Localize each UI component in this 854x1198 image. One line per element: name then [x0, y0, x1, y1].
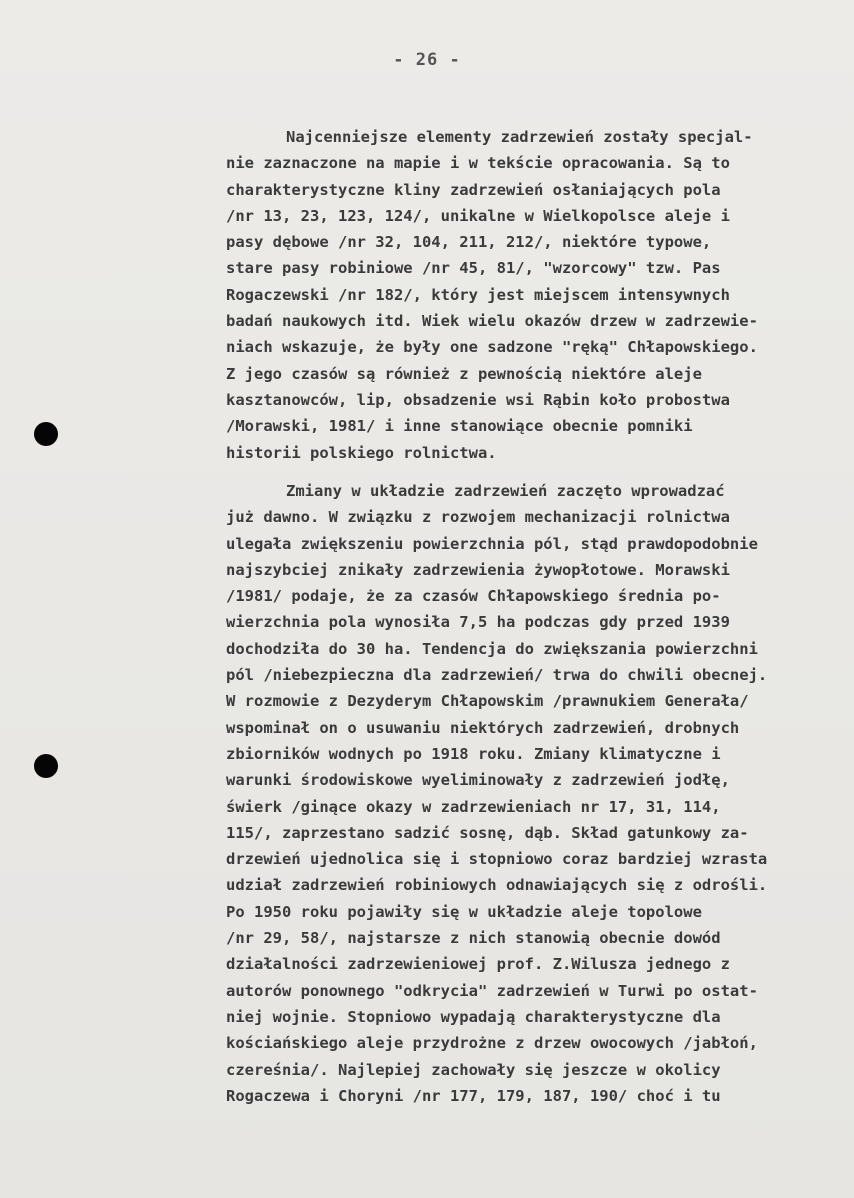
text-line: ulegała zwiększeniu powierzchnia pól, stąd prawdopodobnie — [226, 534, 758, 553]
punch-hole — [34, 422, 58, 446]
text-line: charakterystyczne kliny zadrzewień osłaniających pola — [226, 180, 721, 199]
text-line: Rogaczewa i Choryni /nr 177, 179, 187, 190/ choć i tu — [226, 1086, 721, 1105]
text-line: stare pasy robiniowe /nr 45, 81/, "wzorcowy" tzw. Pas — [226, 259, 721, 278]
text-line: już dawno. W związku z rozwojem mechanizacji rolnictwa — [226, 508, 730, 527]
text-line: badań naukowych itd. Wiek wielu okazów drzew w zadrzewie- — [226, 312, 758, 331]
text-line: drzewień ujednolica się i stopniowo coraz bardziej wzrasta — [226, 850, 768, 869]
text-line: W rozmowie z Dezyderym Chłapowskim /prawnukiem Generała/ — [226, 692, 749, 711]
text-line: warunki środowiskowe wyeliminowały z zadrzewień jodłę, — [226, 771, 730, 790]
text-line: najszybciej znikały zadrzewienia żywopłotowe. Morawski — [226, 560, 730, 579]
text-line: niej wojnie. Stopniowo wypadają charakterystyczne dla — [226, 1007, 721, 1026]
text-line: /1981/ podaje, że za czasów Chłapowskiego średnia po- — [226, 587, 721, 606]
text-line: Po 1950 roku pojawiły się w układzie aleje topolowe — [226, 902, 702, 921]
text-line: udział zadrzewień robiniowych odnawiających się z odrośli. — [226, 876, 768, 895]
text-line: Z jego czasów są również z pewnością niektóre aleje — [226, 364, 702, 383]
text-line: Najcenniejsze elementy zadrzewień zostały specjal- — [286, 128, 753, 146]
text-line: niach wskazuje, że były one sadzone "ręką" Chłapowskiego. — [226, 338, 758, 357]
text-line: /Morawski, 1981/ i inne stanowiące obecnie pomniki — [226, 417, 693, 436]
text-line: wspominał on o usuwaniu niektórych zadrzewień, drobnych — [226, 718, 740, 737]
text-line: świerk /ginące okazy w zadrzewieniach nr 17, 31, 114, — [226, 797, 721, 816]
text-line: dochodziła do 30 ha. Tendencja do zwiększania powierzchni — [226, 639, 758, 658]
text-line: Zmiany w układzie zadrzewień zaczęto wprowadzać — [286, 482, 725, 500]
text-line: /nr 29, 58/, najstarsze z nich stanowią obecnie dowód — [226, 929, 721, 948]
text-line: /nr 13, 23, 123, 124/, unikalne w Wielkopolsce aleje i — [226, 206, 730, 225]
text-line: kościańskiego aleje przydrożne z drzew owocowych /jabłoń, — [226, 1034, 758, 1053]
text-line: wierzchnia pola wynosiła 7,5 ha podczas gdy przed 1939 — [226, 613, 730, 632]
text-line: 115/, zaprzestano sadzić sosnę, dąb. Skład gatunkowy za- — [226, 823, 749, 842]
paragraph-1 — [226, 124, 846, 466]
text-line: czereśnia/. Najlepiej zachowały się jeszcze w okolicy — [226, 1060, 721, 1079]
text-line: kasztanowców, lip, obsadzenie wsi Rąbin koło probostwa — [226, 390, 730, 409]
paragraph-2 — [226, 478, 846, 1109]
text-line: historii polskiego rolnictwa. — [226, 443, 497, 462]
text-line: nie zaznaczone na mapie i w tekście opracowania. Są to — [226, 154, 730, 173]
text-line: autorów ponownego "odkrycia" zadrzewień w Turwi po ostat- — [226, 981, 758, 1000]
text-line: działalności zadrzewieniowej prof. Z.Wilusza jednego z — [226, 955, 730, 974]
page-number: - 26 - — [393, 50, 461, 70]
text-line: pól /niebezpieczna dla zadrzewień/ trwa do chwili obecnej. — [226, 666, 768, 685]
text-line: zbiorników wodnych po 1918 roku. Zmiany klimatyczne i — [226, 744, 721, 763]
punch-hole — [34, 754, 58, 778]
text-line: Rogaczewski /nr 182/, który jest miejscem intensywnych — [226, 285, 730, 304]
text-line: pasy dębowe /nr 32, 104, 211, 212/, niektóre typowe, — [226, 233, 712, 252]
